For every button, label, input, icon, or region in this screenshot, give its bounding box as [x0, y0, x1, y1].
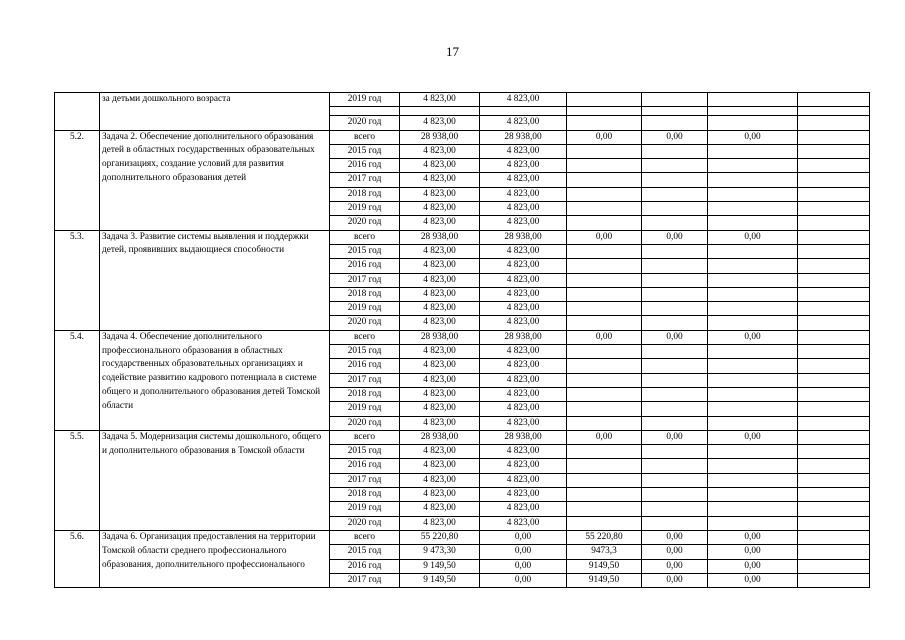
total-value: 4 823,00 — [400, 273, 480, 287]
empty-cell — [798, 345, 870, 359]
empty-cell — [798, 273, 870, 287]
value-col-2: 0,00 — [480, 530, 567, 544]
value-col-2: 4 823,00 — [480, 302, 567, 316]
task-number — [55, 93, 100, 131]
period: 2020 год — [330, 316, 400, 330]
value-col-4 — [642, 445, 708, 459]
value-col-4: 0,00 — [642, 545, 708, 559]
value-col-3 — [567, 316, 642, 330]
value-col-4: 0,00 — [642, 530, 708, 544]
empty-cell — [400, 107, 480, 116]
empty-cell — [798, 259, 870, 273]
value-col-5: 0,00 — [708, 530, 798, 544]
value-col-4 — [642, 187, 708, 201]
value-col-2: 4 823,00 — [480, 273, 567, 287]
value-col-4 — [642, 159, 708, 173]
empty-cell — [798, 159, 870, 173]
value-col-4: 0,00 — [642, 130, 708, 144]
value-col-5 — [708, 93, 798, 107]
value-col-2: 0,00 — [480, 545, 567, 559]
total-value: 4 823,00 — [400, 144, 480, 158]
value-col-4 — [642, 359, 708, 373]
period: всего — [330, 230, 400, 244]
value-col-2: 4 823,00 — [480, 445, 567, 459]
value-col-5 — [708, 159, 798, 173]
value-col-3: 0,00 — [567, 330, 642, 344]
value-col-3: 0,00 — [567, 430, 642, 444]
value-col-3 — [567, 345, 642, 359]
value-col-5 — [708, 445, 798, 459]
empty-cell — [798, 173, 870, 187]
value-col-5 — [708, 273, 798, 287]
value-col-4 — [642, 473, 708, 487]
value-col-3 — [567, 202, 642, 216]
value-col-5 — [708, 345, 798, 359]
period: 2015 год — [330, 144, 400, 158]
total-value: 4 823,00 — [400, 359, 480, 373]
value-col-5 — [708, 244, 798, 258]
value-col-3 — [567, 488, 642, 502]
value-col-5 — [708, 387, 798, 401]
table-row — [55, 230, 900, 244]
value-col-2: 28 938,00 — [480, 430, 567, 444]
value-col-5 — [708, 216, 798, 230]
table-row — [55, 130, 900, 144]
period: 2018 год — [330, 187, 400, 201]
empty-cell — [798, 488, 870, 502]
value-col-2: 4 823,00 — [480, 488, 567, 502]
period: 2015 год — [330, 345, 400, 359]
value-col-5 — [708, 488, 798, 502]
period: 2016 год — [330, 459, 400, 473]
period: всего — [330, 330, 400, 344]
value-col-2: 4 823,00 — [480, 287, 567, 301]
total-value: 28 938,00 — [400, 130, 480, 144]
value-col-4 — [642, 116, 708, 130]
total-value: 4 823,00 — [400, 116, 480, 130]
value-col-5 — [708, 144, 798, 158]
value-col-2: 4 823,00 — [480, 359, 567, 373]
value-col-4 — [642, 287, 708, 301]
period: 2015 год — [330, 244, 400, 258]
period: 2019 год — [330, 302, 400, 316]
total-value: 55 220,80 — [400, 530, 480, 544]
total-value: 4 823,00 — [400, 502, 480, 516]
total-value: 4 823,00 — [400, 488, 480, 502]
task-number: 5.3. — [55, 230, 100, 330]
value-col-3 — [567, 516, 642, 530]
value-col-2: 28 938,00 — [480, 130, 567, 144]
period: 2020 год — [330, 216, 400, 230]
period: 2015 год — [330, 545, 400, 559]
period: 2018 год — [330, 287, 400, 301]
value-col-5: 0,00 — [708, 430, 798, 444]
empty-cell — [798, 93, 870, 107]
value-col-4 — [642, 259, 708, 273]
value-col-3 — [567, 287, 642, 301]
total-value: 4 823,00 — [400, 302, 480, 316]
value-col-2: 4 823,00 — [480, 416, 567, 430]
value-col-3 — [567, 402, 642, 416]
task-name: Задача 4. Обеспечение дополнительного профессионального образования в областных государственных образовательных организациях и содействие развитию кадрового потенциала в системе общего и дополнительного образования детей Томской области — [100, 330, 330, 430]
empty-cell — [798, 187, 870, 201]
total-value: 28 938,00 — [400, 230, 480, 244]
value-col-3: 55 220,80 — [567, 530, 642, 544]
period: 2019 год — [330, 402, 400, 416]
empty-cell — [798, 373, 870, 387]
value-col-5 — [708, 459, 798, 473]
value-col-5: 0,00 — [708, 573, 798, 587]
value-col-5 — [708, 402, 798, 416]
empty-cell — [798, 559, 870, 573]
empty-cell — [798, 402, 870, 416]
empty-cell — [798, 107, 870, 116]
period: 2019 год — [330, 502, 400, 516]
value-col-5 — [708, 373, 798, 387]
task-number: 5.4. — [55, 330, 100, 430]
empty-cell — [798, 302, 870, 316]
value-col-5 — [708, 173, 798, 187]
empty-cell — [798, 287, 870, 301]
value-col-2: 4 823,00 — [480, 93, 567, 107]
value-col-3 — [567, 273, 642, 287]
empty-cell — [798, 316, 870, 330]
value-col-3 — [567, 473, 642, 487]
value-col-3: 9473,3 — [567, 545, 642, 559]
value-col-5: 0,00 — [708, 559, 798, 573]
value-col-3: 9149,50 — [567, 559, 642, 573]
total-value: 4 823,00 — [400, 173, 480, 187]
value-col-3 — [567, 416, 642, 430]
period: 2019 год — [330, 93, 400, 107]
task-name: за детьми дошкольного возраста — [100, 93, 330, 131]
value-col-3 — [567, 159, 642, 173]
period: 2018 год — [330, 387, 400, 401]
value-col-2: 4 823,00 — [480, 173, 567, 187]
value-col-5 — [708, 116, 798, 130]
value-col-4 — [642, 302, 708, 316]
value-col-3 — [567, 116, 642, 130]
empty-cell — [798, 330, 870, 344]
total-value: 4 823,00 — [400, 402, 480, 416]
value-col-5: 0,00 — [708, 330, 798, 344]
value-col-4: 0,00 — [642, 230, 708, 244]
total-value: 4 823,00 — [400, 159, 480, 173]
period: 2017 год — [330, 173, 400, 187]
value-col-4 — [642, 202, 708, 216]
period: 2016 год — [330, 159, 400, 173]
value-col-2: 4 823,00 — [480, 345, 567, 359]
value-col-5 — [708, 516, 798, 530]
value-col-4 — [642, 273, 708, 287]
value-col-3: 0,00 — [567, 130, 642, 144]
empty-cell — [798, 387, 870, 401]
value-col-5 — [708, 187, 798, 201]
value-col-4: 0,00 — [642, 430, 708, 444]
period: 2017 год — [330, 373, 400, 387]
value-col-2: 4 823,00 — [480, 459, 567, 473]
value-col-4 — [642, 316, 708, 330]
empty-cell — [798, 144, 870, 158]
empty-cell — [798, 416, 870, 430]
value-col-5: 0,00 — [708, 230, 798, 244]
value-col-2: 28 938,00 — [480, 330, 567, 344]
task-name: Задача 6. Организация предоставления на территории Томской области среднего профессионального образования, дополнительного профессионального — [100, 530, 330, 587]
total-value: 9 149,50 — [400, 573, 480, 587]
empty-cell — [798, 359, 870, 373]
period: 2017 год — [330, 573, 400, 587]
page-number: 17 — [446, 44, 459, 59]
value-col-3 — [567, 373, 642, 387]
value-col-5: 0,00 — [708, 545, 798, 559]
value-col-5 — [708, 259, 798, 273]
value-col-3 — [567, 259, 642, 273]
table-row — [55, 93, 900, 107]
value-col-3: 9149,50 — [567, 573, 642, 587]
table-row — [55, 530, 900, 544]
value-col-4 — [642, 516, 708, 530]
total-value: 4 823,00 — [400, 202, 480, 216]
empty-cell — [798, 445, 870, 459]
value-col-3 — [567, 387, 642, 401]
total-value: 4 823,00 — [400, 287, 480, 301]
period: 2018 год — [330, 488, 400, 502]
period: 2016 год — [330, 559, 400, 573]
total-value: 4 823,00 — [400, 516, 480, 530]
total-value: 4 823,00 — [400, 316, 480, 330]
period: 2016 год — [330, 259, 400, 273]
value-col-5 — [708, 502, 798, 516]
value-col-2: 4 823,00 — [480, 516, 567, 530]
value-col-4: 0,00 — [642, 559, 708, 573]
value-col-4 — [642, 373, 708, 387]
value-col-2: 4 823,00 — [480, 402, 567, 416]
value-col-4: 0,00 — [642, 330, 708, 344]
task-name: Задача 3. Развитие системы выявления и поддержки детей, проявивших выдающиеся способности — [100, 230, 330, 330]
value-col-5 — [708, 287, 798, 301]
value-col-2: 4 823,00 — [480, 116, 567, 130]
value-col-4 — [642, 144, 708, 158]
period: 2015 год — [330, 445, 400, 459]
value-col-4 — [642, 459, 708, 473]
value-col-3 — [567, 244, 642, 258]
total-value: 4 823,00 — [400, 259, 480, 273]
value-col-3 — [567, 93, 642, 107]
value-col-2: 4 823,00 — [480, 259, 567, 273]
value-col-3 — [567, 445, 642, 459]
total-value: 4 823,00 — [400, 187, 480, 201]
task-name: Задача 5. Модернизация системы дошкольного, общего и дополнительного образования в Томской области — [100, 430, 330, 530]
value-col-2: 4 823,00 — [480, 187, 567, 201]
value-col-4 — [642, 93, 708, 107]
empty-cell — [798, 230, 870, 244]
period: 2020 год — [330, 416, 400, 430]
empty-cell — [480, 107, 567, 116]
value-col-3 — [567, 302, 642, 316]
value-col-4 — [642, 416, 708, 430]
empty-cell — [798, 216, 870, 230]
empty-cell — [330, 107, 400, 116]
value-col-2: 4 823,00 — [480, 216, 567, 230]
task-name: Задача 2. Обеспечение дополнительного образования детей в областных государственных образовательных организациях, создание условий для развития дополнительного образования детей — [100, 130, 330, 230]
period: 2017 год — [330, 473, 400, 487]
value-col-5: 0,00 — [708, 130, 798, 144]
value-col-5 — [708, 416, 798, 430]
value-col-3 — [567, 144, 642, 158]
value-col-4 — [642, 244, 708, 258]
total-value: 4 823,00 — [400, 473, 480, 487]
value-col-3 — [567, 187, 642, 201]
value-col-3 — [567, 459, 642, 473]
table-row — [55, 330, 900, 344]
empty-cell — [798, 130, 870, 144]
value-col-2: 0,00 — [480, 573, 567, 587]
empty-cell — [708, 107, 798, 116]
empty-cell — [798, 545, 870, 559]
task-number: 5.6. — [55, 530, 100, 587]
value-col-2: 4 823,00 — [480, 244, 567, 258]
empty-cell — [798, 459, 870, 473]
total-value: 9 149,50 — [400, 559, 480, 573]
empty-cell — [798, 473, 870, 487]
value-col-2: 4 823,00 — [480, 502, 567, 516]
value-col-5 — [708, 316, 798, 330]
value-col-4 — [642, 502, 708, 516]
value-col-2: 0,00 — [480, 559, 567, 573]
value-col-5 — [708, 302, 798, 316]
period: всего — [330, 130, 400, 144]
period: всего — [330, 430, 400, 444]
period: всего — [330, 530, 400, 544]
value-col-2: 4 823,00 — [480, 387, 567, 401]
task-number: 5.2. — [55, 130, 100, 230]
value-col-4 — [642, 402, 708, 416]
empty-cell — [798, 116, 870, 130]
task-number: 5.5. — [55, 430, 100, 530]
table-row — [55, 430, 900, 444]
period: 2016 год — [330, 359, 400, 373]
value-col-3: 0,00 — [567, 230, 642, 244]
value-col-5 — [708, 359, 798, 373]
total-value: 4 823,00 — [400, 387, 480, 401]
value-col-4 — [642, 488, 708, 502]
value-col-3 — [567, 173, 642, 187]
period: 2017 год — [330, 273, 400, 287]
empty-cell — [798, 244, 870, 258]
value-col-4 — [642, 387, 708, 401]
total-value: 4 823,00 — [400, 345, 480, 359]
total-value: 28 938,00 — [400, 330, 480, 344]
budget-table — [54, 92, 900, 588]
value-col-3 — [567, 216, 642, 230]
period: 2020 год — [330, 516, 400, 530]
empty-cell — [798, 202, 870, 216]
period: 2019 год — [330, 202, 400, 216]
period: 2020 год — [330, 116, 400, 130]
empty-cell — [567, 107, 642, 116]
empty-cell — [798, 573, 870, 587]
value-col-4 — [642, 345, 708, 359]
total-value: 4 823,00 — [400, 416, 480, 430]
value-col-2: 4 823,00 — [480, 144, 567, 158]
value-col-4 — [642, 173, 708, 187]
total-value: 9 473,30 — [400, 545, 480, 559]
total-value: 4 823,00 — [400, 459, 480, 473]
value-col-2: 4 823,00 — [480, 316, 567, 330]
value-col-5 — [708, 202, 798, 216]
total-value: 4 823,00 — [400, 373, 480, 387]
value-col-2: 4 823,00 — [480, 202, 567, 216]
total-value: 4 823,00 — [400, 216, 480, 230]
empty-cell — [642, 107, 708, 116]
value-col-4: 0,00 — [642, 573, 708, 587]
total-value: 28 938,00 — [400, 430, 480, 444]
empty-cell — [798, 502, 870, 516]
value-col-3 — [567, 502, 642, 516]
empty-cell — [798, 430, 870, 444]
value-col-2: 28 938,00 — [480, 230, 567, 244]
value-col-4 — [642, 216, 708, 230]
value-col-2: 4 823,00 — [480, 473, 567, 487]
total-value: 4 823,00 — [400, 93, 480, 107]
value-col-5 — [708, 473, 798, 487]
empty-cell — [798, 516, 870, 530]
value-col-2: 4 823,00 — [480, 373, 567, 387]
value-col-3 — [567, 359, 642, 373]
total-value: 4 823,00 — [400, 244, 480, 258]
empty-cell — [798, 530, 870, 544]
total-value: 4 823,00 — [400, 445, 480, 459]
value-col-2: 4 823,00 — [480, 159, 567, 173]
